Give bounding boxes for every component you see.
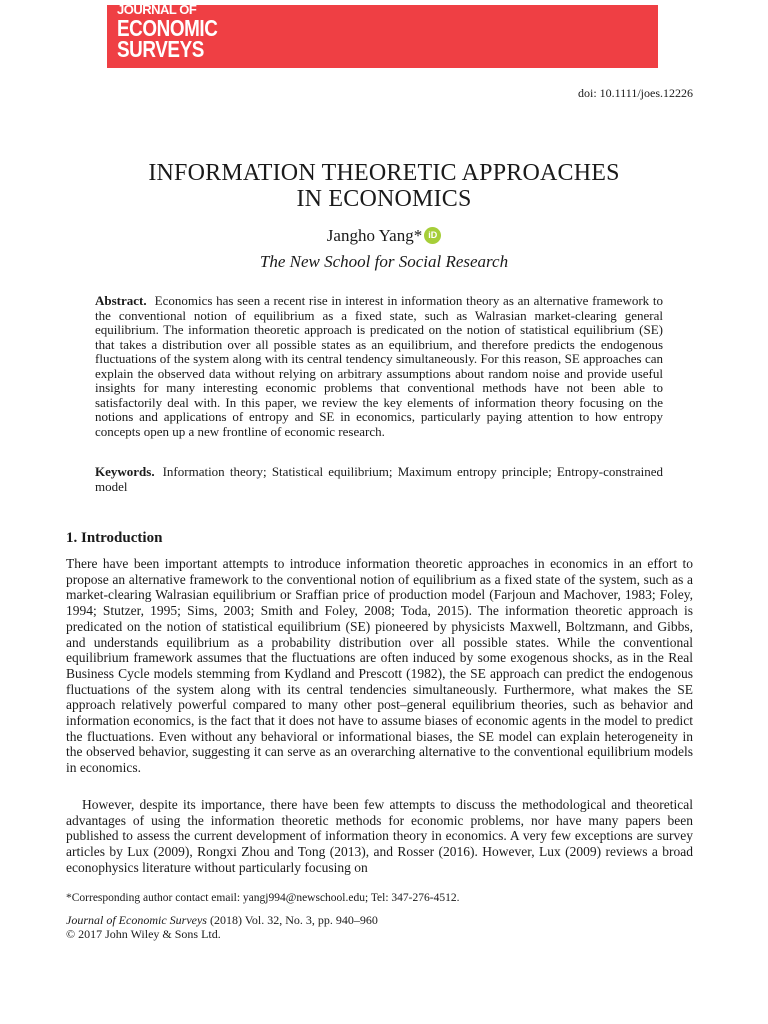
keywords-text: Information theory; Statistical equilibrium; Maximum entropy principle; Entropy-constrained model bbox=[95, 464, 663, 494]
abstract bbox=[95, 294, 663, 439]
logo-line-2: ECONOMIC bbox=[117, 15, 218, 41]
body-paragraph-1: There have been important attempts to introduce information theoretic approaches in economics in an effort to propose an alternative framework to the conventional notion of equilibrium as a fixed state of the system, such as a market-clearing Walrasian equilibrium or Sraffian price of production model (Farjoun and Machover, 1983; Foley, 1994; Stutzer, 1995; Sims, 2003; Smith and Foley, 2008; Toda, 2015). The information theoretic approach is predicated on the notion of statistical equilibrium (SE) pioneered by physicists Maxwell, Boltzmann, and Gibbs, and understands equilibrium as a probability distribution over all possible states. While the conventional equilibrium framework assumes that the fluctuations are often induced by some exogenous shocks, as in the Real Business Cycle models stemming from Kydland and Prescott (1982), the SE approach can predict the endogenous fluctuations of the system along with its central tendencies simultaneously. Furthermore, what makes the SE approach relatively powerful compared to many other post–general equilibrium theories, such as behavior and information economics, is the fact that it does not have to assume biases of economic agents in the model to predict the fluctuations. Even without any behavioral or informational biases, the SE model can explain heterogeneity in the observed behavior, suggesting it can serve as an overarching alternative to the conventional equilibrium models in economics. bbox=[66, 556, 693, 776]
abstract-label: Abstract. bbox=[95, 293, 147, 308]
footnote: *Corresponding author contact email: yangj994@newschool.edu; Tel: 347-276-4512. bbox=[66, 892, 460, 904]
doi-link[interactable]: doi: 10.1111/joes.12226 bbox=[578, 86, 693, 100]
logo-line-1: JOURNAL OF bbox=[117, 2, 197, 17]
section-heading: 1. Introduction bbox=[66, 530, 163, 546]
body-paragraph-2: However, despite its importance, there have been few attempts to discuss the methodological and theoretical advantages of using the information theoretic methods for economic problems, nor have many papers been published to assess the current development of information theory in economics. A very few exceptions are survey articles by Lux (2009), Rongxi Zhou and Tong (2013), and Rosser (2016). However, Lux (2009) reviews a broad econophysics literature without particularly focusing on bbox=[66, 797, 693, 875]
title-line-2: IN ECONOMICS bbox=[296, 186, 472, 212]
paper-title bbox=[0, 160, 768, 212]
copyright: © 2017 John Wiley & Sons Ltd. bbox=[66, 927, 221, 941]
keywords-label: Keywords. bbox=[95, 464, 155, 479]
logo-line-3: SURVEYS bbox=[117, 36, 204, 62]
title-line-1: INFORMATION THEORETIC APPROACHES bbox=[148, 160, 620, 186]
affiliation: The New School for Social Research bbox=[259, 252, 509, 271]
abstract-text: Economics has seen a recent rise in interest in information theory as an alternative framework to the conventional notion of equilibrium as a fixed state, such as Walrasian market-clearing general equilibrium. The information theoretic approach is predicated on the notion of statistical equilibrium (SE) that takes a distribution over all possible states as an equilibrium, and therefore predicts the endogenous fluctuations of the system along with its central tendency simultaneously. For this reason, SE approaches can explain the observed data without relying on arbitrary assumptions about random noise and provide useful insights for many interesting economic problems that conventional methods have not been able to satisfactorily deal with. In this paper, we review the key elements of information theory focusing on the notions and applications of entropy and SE in economics, particularly paying attention to how entropy concepts open up a new frontline of economic research. bbox=[95, 293, 663, 439]
journal-name: Journal of Economic Surveys bbox=[66, 913, 207, 927]
keywords bbox=[95, 465, 663, 494]
orcid-icon[interactable]: iD bbox=[424, 227, 441, 244]
journal-details: (2018) Vol. 32, No. 3, pp. 940–960 bbox=[206, 913, 378, 927]
author-line bbox=[0, 226, 768, 246]
journal-logo bbox=[117, 3, 240, 61]
author-name: Jangho Yang* bbox=[326, 226, 423, 245]
journal-info bbox=[66, 913, 378, 941]
